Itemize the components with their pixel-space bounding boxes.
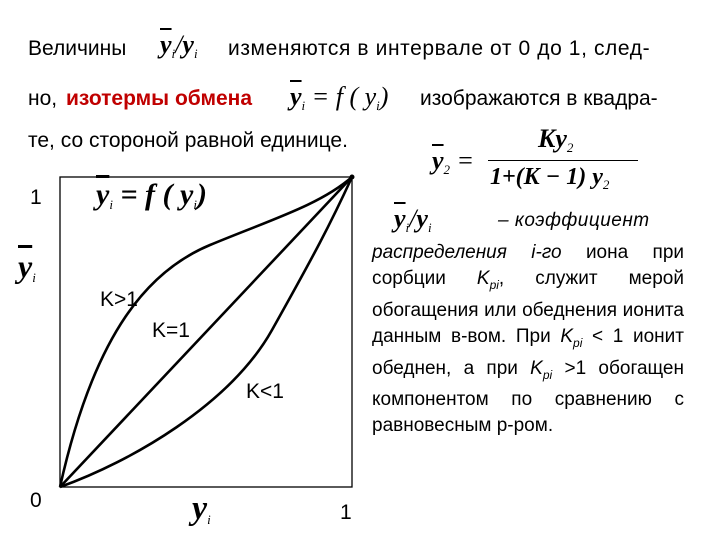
paragraph-body bbox=[372, 240, 684, 439]
tick-origin: 0 bbox=[30, 489, 42, 512]
paragraph-part2: иона при сорбции bbox=[372, 242, 685, 289]
tick-y-top: 1 bbox=[30, 186, 42, 209]
fraction-equals: = bbox=[456, 146, 475, 175]
x-axis-symbol: y bbox=[192, 490, 208, 527]
fraction-denominator: 1+(K − 1) y bbox=[490, 164, 603, 190]
curve-label-k-less-1: K<1 bbox=[246, 380, 284, 403]
paragraph-ratio-formula: $\overline{y}_i/y_i$ bbox=[394, 204, 432, 235]
paragraph-ratio-numerator: $\overline{y}$ bbox=[394, 204, 406, 233]
graph-title-lhs: $\overline{y}$ bbox=[96, 178, 110, 211]
isotherm-label: изотермы обмена bbox=[66, 87, 253, 110]
kp-sub-3: pi bbox=[542, 367, 553, 382]
intro-line2-start: но, bbox=[28, 87, 58, 110]
kp-symbol-3: K bbox=[530, 357, 543, 379]
fraction-numerator: Ky bbox=[538, 124, 567, 153]
paragraph-part4: < 1 ионит обеднен, а при bbox=[372, 325, 684, 379]
intro-line2-end: изображаются в квадра- bbox=[420, 87, 658, 110]
intro-line1-start: Величины bbox=[28, 37, 127, 60]
eq-lhs: $\overline{y}$ bbox=[290, 82, 302, 111]
x-axis-label bbox=[192, 490, 211, 528]
x-axis-sub: i bbox=[207, 512, 211, 527]
kp-sub-2: pi bbox=[573, 335, 583, 350]
graph-title-sub: i bbox=[109, 197, 113, 212]
graph-corner-dot bbox=[350, 175, 355, 180]
kp-symbol-2: K bbox=[560, 325, 574, 347]
graph-title-rhs: = f ( y bbox=[120, 178, 194, 211]
y-axis-label bbox=[18, 248, 36, 286]
paragraph-part3: , служит мерой обогащения или обеднения ионита данным в-вом. При bbox=[372, 268, 684, 347]
ratio-num-sub: i bbox=[171, 46, 176, 61]
ratio-numerator: $\overline{y}$ bbox=[160, 30, 172, 59]
paragraph-part5: >1 обогащен компонентом по сравнению с равновесным р-ром. bbox=[372, 357, 684, 437]
fraction-lhs: $\overline{y}$ bbox=[432, 146, 444, 175]
y-axis-symbol: $\overline{y}$ bbox=[18, 248, 33, 284]
curve-k-equal-1 bbox=[60, 177, 352, 487]
kp-sub-1: pi bbox=[489, 277, 499, 292]
graph-title-close: ) bbox=[196, 178, 207, 211]
graph-title bbox=[96, 178, 207, 213]
kp-symbol-1: K bbox=[476, 268, 490, 289]
ratio-den-sub: i bbox=[193, 46, 198, 61]
paragraph-ratio-denominator: y bbox=[416, 204, 428, 233]
curve-label-k-equal-1: K=1 bbox=[152, 319, 190, 342]
graph-title-rhs-sub: i bbox=[193, 197, 197, 212]
eq-close: ) bbox=[379, 82, 389, 111]
paragraph-ratio-num-sub: i bbox=[405, 220, 410, 235]
ratio-denominator: y bbox=[182, 30, 194, 59]
y-axis-sub: i bbox=[32, 270, 36, 285]
fraction-den-sub: 2 bbox=[602, 177, 610, 192]
intro-line1-end: изменяются в интервале от 0 до 1, след- bbox=[228, 37, 651, 60]
eq-rhs: = f ( y bbox=[311, 82, 377, 111]
eq-lhs-sub: i bbox=[301, 98, 306, 113]
paragraph-part1-italic: i-го bbox=[531, 242, 562, 263]
paragraph-ratio-den-sub: i bbox=[427, 220, 432, 235]
paragraph-ratio-text: – коэффициент bbox=[498, 210, 650, 231]
eq-rhs-sub: i bbox=[376, 98, 380, 113]
fraction-num-sub: 2 bbox=[566, 140, 574, 155]
paragraph-part1: распределения bbox=[372, 242, 507, 263]
tick-x-right: 1 bbox=[340, 501, 352, 524]
ratio-formula: $\overline{y}_i/y_i$ bbox=[160, 30, 198, 61]
curve-label-k-greater-1: K>1 bbox=[100, 288, 138, 311]
fraction-lhs-sub: 2 bbox=[443, 162, 451, 177]
intro-line3: те, со стороной равной единице. bbox=[28, 129, 348, 152]
